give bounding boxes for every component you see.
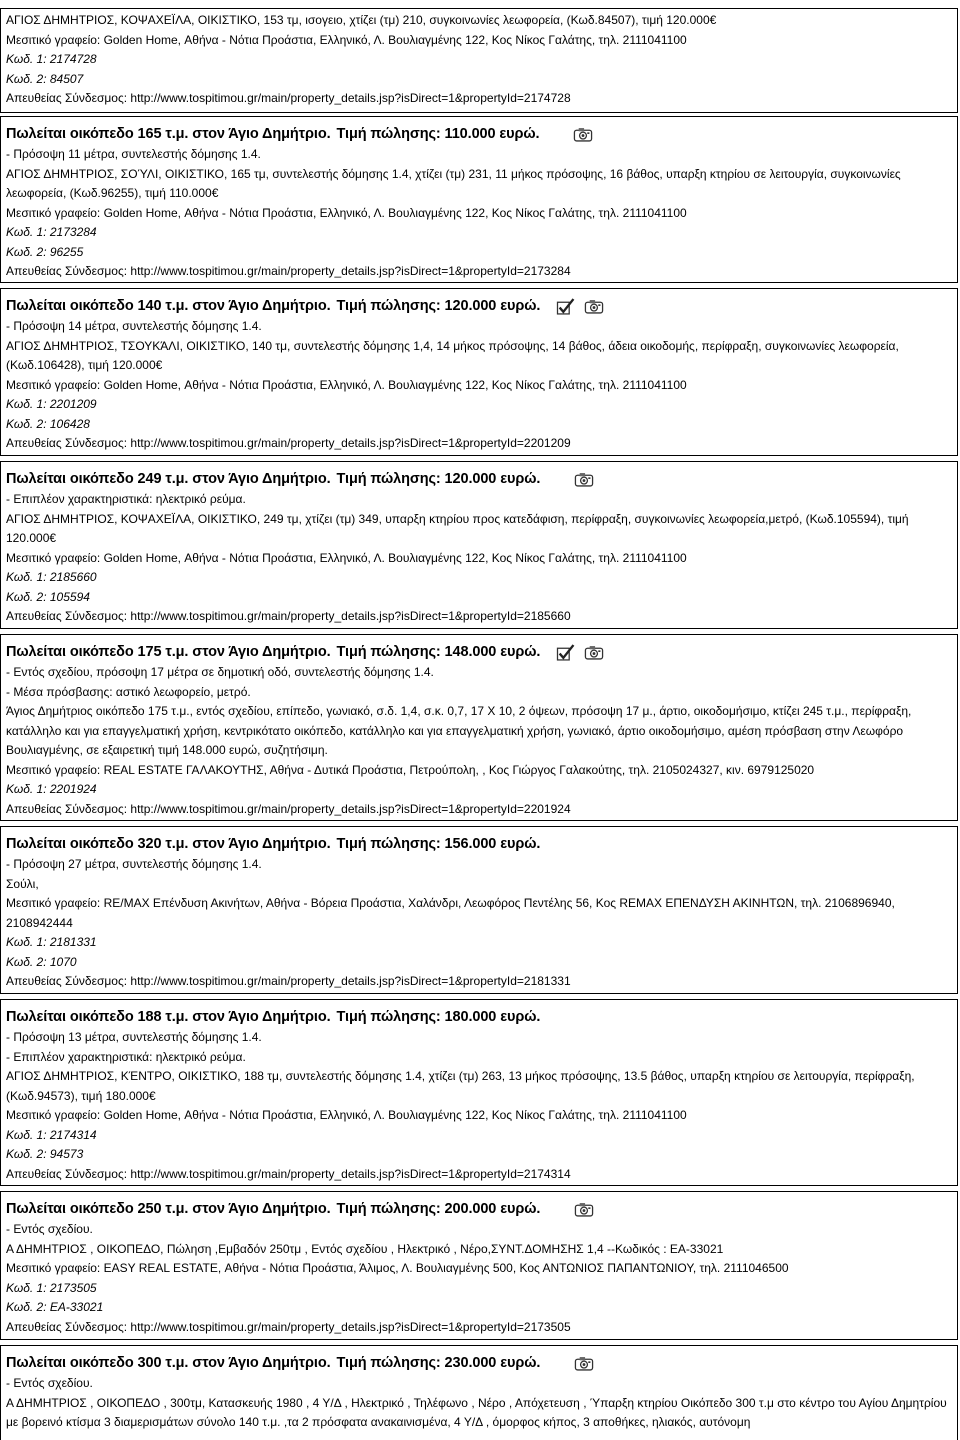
code-1: Κωδ. 1: 2174314	[6, 1127, 97, 1142]
listing-heading: Πωλείται οικόπεδο 250 τ.μ. στον Άγιο Δημήτριο.	[6, 1201, 331, 1217]
code-1: Κωδ. 1: 2181331	[6, 935, 97, 949]
code-2: Κωδ. 2: 1070	[6, 954, 77, 969]
feature-line: - Επιπλέον χαρακτηριστικά: ηλεκτρικό ρεύμα.	[6, 1049, 246, 1064]
listing-title[interactable]	[6, 125, 952, 143]
listing-heading: Πωλείται οικόπεδο 320 τ.μ. στον Άγιο Δημήτριο.	[6, 836, 331, 852]
feature-line: - Πρόσοψη 27 μέτρα, συντελεστής δόμησης 1.4.	[6, 857, 262, 871]
code-1: Κωδ. 1: 2173284	[6, 225, 97, 240]
feature-line: - Επιπλέον χαρακτηριστικά: ηλεκτρικό ρεύμα.	[6, 492, 246, 507]
listing-price: Τιμή πώλησης: 200.000 ευρώ.	[336, 1201, 541, 1217]
code-2: Κωδ. 2: EA-33021	[6, 1300, 104, 1315]
listing-description: ΑΓΙΟΣ ΔΗΜΗΤΡΙΟΣ, ΚΟΨΑΧΕΪΛΑ, ΟΙΚΙΣΤΙΚΟ, 153 τμ, ισογειο, χτίζει (τμ) 210, συγκοινωνίες λεωφορεία, (Κωδ.84507), τιμή 120.000€	[6, 13, 717, 27]
listing-card	[0, 1191, 958, 1340]
office-info: Μεσιτικό γραφείο: Golden Home, Αθήνα - Νότια Προάστια, Ελληνικό, Λ. Βουλιαγμένης 122, Κος Νίκος Γαλάτης, τηλ. 2111041100	[6, 550, 687, 565]
feature-line: - Εντός σχεδίου.	[6, 1376, 93, 1391]
listing-price: Τιμή πώλησης: 156.000 ευρώ.	[336, 836, 541, 852]
listing-card	[0, 461, 958, 629]
listing-description: Άγιος Δημήτριος οικόπεδο 175 τ.μ., εντός σχεδίου, επίπεδο, γωνιακό, σ.δ. 1,4, σ.κ. 0,7, 17 Χ 10, 2 όψεων, πρόσοψη 17 μ., άρτιο, οικοδομήσιμο, κτίζει 245 τ.μ., περίφραξη, κατάλληλο και για επαγγελματική χρήση, κεντρικότατο οικόπεδο, κατάλληλο και για επαγγελματική χρήση, γωνιακό, άρτιο οικοδομήσιμο, αμέση πρόσβαση στην Λεωφόρο Βουλιαγμένης, σε εξαιρετική τιμή 148.000 ευρώ, συζητήσιμη.	[6, 704, 912, 758]
code-1: Κωδ. 1: 2185660	[6, 570, 97, 585]
listing-description: Σούλι,	[6, 876, 39, 891]
listing-description: ΑΓΙΟΣ ΔΗΜΗΤΡΙΟΣ, ΚΈΝΤΡΟ, ΟΙΚΙΣΤΙΚΟ, 188 τμ, συντελεστής δόμησης 1.4, χτίζει (τμ) 263, 13 μήκος πρόσοψης, 13.5 βάθος, υπαρξη κτηρίου σε λειτουργία, περίφραξη, (Κωδ.94573), τιμή 180.000€	[6, 1069, 915, 1103]
listing-price: Τιμή πώλησης: 230.000 ευρώ.	[336, 1355, 541, 1371]
listing-title[interactable]	[6, 470, 952, 488]
camera-icon[interactable]	[584, 645, 604, 660]
code-1: Κωδ. 1: 2173505	[6, 1280, 97, 1295]
feature-line: - Εντός σχεδίου, πρόσοψη 17 μέτρα σε δημοτική οδό, συντελεστής δόμησης 1.4.	[6, 665, 434, 680]
listing-card	[0, 288, 958, 456]
direct-link[interactable]: Απευθείας Σύνδεσμος: http://www.tospitimou.gr/main/property_details.jsp?isDirect=1&propertyId=2201924	[6, 801, 571, 816]
direct-link[interactable]: Απευθείας Σύνδεσμος: http://www.tospitimou.gr/main/property_details.jsp?isDirect=1&propertyId=2173505	[6, 1319, 571, 1334]
code-2: Κωδ. 2: 84507	[6, 71, 84, 86]
listing-card	[0, 634, 958, 821]
listing-heading: Πωλείται οικόπεδο 188 τ.μ. στον Άγιο Δημήτριο.	[6, 1009, 331, 1025]
direct-link[interactable]: Απευθείας Σύνδεσμος: http://www.tospitimou.gr/main/property_details.jsp?isDirect=1&propertyId=2173284	[6, 264, 571, 279]
listing-heading: Πωλείται οικόπεδο 249 τ.μ. στον Άγιο Δημήτριο.	[6, 471, 331, 487]
office-info: Μεσιτικό γραφείο: Golden Home, Αθήνα - Νότια Προάστια, Ελληνικό, Λ. Βουλιαγμένης 122, Κος Νίκος Γαλάτης, τηλ. 2111041100	[6, 377, 687, 392]
listing-price: Τιμή πώλησης: 110.000 ευρώ.	[336, 126, 540, 142]
listing-title[interactable]	[6, 835, 952, 853]
office-info: Μεσιτικό γραφείο: Golden Home, Αθήνα - Νότια Προάστια, Ελληνικό, Λ. Βουλιαγμένης 122, Κος Νίκος Γαλάτης, τηλ. 2111041100	[6, 1108, 687, 1122]
listing-heading: Πωλείται οικόπεδο 165 τ.μ. στον Άγιο Δημήτριο.	[6, 126, 331, 142]
listing-title[interactable]	[6, 1008, 952, 1026]
listing-price: Τιμή πώλησης: 148.000 ευρώ.	[336, 644, 541, 660]
listing-card	[0, 999, 958, 1186]
code-1: Κωδ. 1: 2201209	[6, 397, 97, 412]
code-2: Κωδ. 2: 94573	[6, 1147, 84, 1161]
listing-icons	[552, 297, 604, 315]
direct-link[interactable]: Απευθείας Σύνδεσμος: http://www.tospitimou.gr/main/property_details.jsp?isDirect=1&propertyId=2185660	[6, 609, 571, 624]
office-info: Μεσιτικό γραφείο: EASY REAL ESTATE, Αθήνα - Νότια Προάστια, Άλιμος, Λ. Βουλιαγμένης 500, Κος ΑΝΤΩΝΙΟΣ ΠΑΠΑΝΤΩΝΙΟΥ, τηλ. 2111046500	[6, 1261, 789, 1276]
camera-icon[interactable]	[574, 472, 594, 487]
feature-line: - Πρόσοψη 14 μέτρα, συντελεστής δόμησης 1.4.	[6, 319, 262, 334]
listing-description: ΑΓΙΟΣ ΔΗΜΗΤΡΙΟΣ, ΤΣΟΥΚΆΛΙ, ΟΙΚΙΣΤΙΚΟ, 140 τμ, συντελεστής δόμησης 1,4, 14 μήκος πρόσοψης, 14 βάθος, άδεια οικοδομής, περίφραξη, συγκοινωνίες λεωφορεία, (Κωδ.106428), τιμή 120.000€	[6, 338, 899, 373]
listing-title[interactable]	[6, 643, 952, 661]
listing-card	[0, 1345, 958, 1440]
direct-link[interactable]: Απευθείας Σύνδεσμος: http://www.tospitimou.gr/main/property_details.jsp?isDirect=1&propertyId=2181331	[6, 974, 571, 988]
listing-price: Τιμή πώλησης: 120.000 ευρώ.	[336, 298, 541, 314]
listing-card	[0, 116, 958, 283]
camera-icon[interactable]	[574, 1356, 594, 1371]
listing-heading: Πωλείται οικόπεδο 175 τ.μ. στον Άγιο Δημήτριο.	[6, 644, 331, 660]
listing-description: ΑΓΙΟΣ ΔΗΜΗΤΡΙΟΣ, ΚΟΨΑΧΕΪΛΑ, ΟΙΚΙΣΤΙΚΟ, 249 τμ, χτίζει (τμ) 349, υπαρξη κτηρίου προς κατεδάφιση, περίφραξη, συγκοινωνίες λεωφορεία,μετρό, (Κωδ.105594), τιμή 120.000€	[6, 511, 909, 546]
listing-icons	[552, 643, 604, 661]
code-2: Κωδ. 2: 96255	[6, 244, 84, 259]
listing-price: Τιμή πώλησης: 120.000 ευρώ.	[336, 471, 541, 487]
code-2: Κωδ. 2: 106428	[6, 416, 90, 431]
feature-line: - Πρόσοψη 11 μέτρα, συντελεστής δόμησης 1.4.	[6, 147, 261, 162]
feature-line: - Εντός σχεδίου.	[6, 1222, 93, 1237]
camera-icon[interactable]	[584, 299, 604, 314]
office-info: Μεσιτικό γραφείο: Golden Home, Αθήνα - Νότια Προάστια, Ελληνικό, Λ. Βουλιαγμένης 122, Κος Νίκος Γαλάτης, τηλ. 2111041100	[6, 205, 687, 220]
listing-icons	[551, 125, 593, 143]
listing-icons	[552, 1354, 594, 1372]
listing-description: Α ΔΗΜΗΤΡΙΟΣ , ΟΙΚΟΠΕΔΟ, Πώληση ,Εμβαδόν 250τμ , Εντός σχεδίου , Ηλεκτρικό , Νέρο,ΣΥΝΤ.ΔΟΜΗΣΗΣ 1,4 --Κωδικός : ΕΑ-33021	[6, 1241, 724, 1256]
listing-heading: Πωλείται οικόπεδο 300 τ.μ. στον Άγιο Δημήτριο.	[6, 1355, 331, 1371]
direct-link[interactable]: Απευθείας Σύνδεσμος: http://www.tospitimou.gr/main/property_details.jsp?isDirect=1&propertyId=2174314	[6, 1166, 571, 1181]
camera-icon[interactable]	[574, 1202, 594, 1217]
listing-icons	[552, 1200, 594, 1218]
direct-link[interactable]: Απευθείας Σύνδεσμος: http://www.tospitimou.gr/main/property_details.jsp?isDirect=1&propertyId=2174728	[6, 91, 571, 105]
listing-description: ΑΓΙΟΣ ΔΗΜΗΤΡΙΟΣ, ΣΟΎΛΙ, ΟΙΚΙΣΤΙΚΟ, 165 τμ, συντελεστής δόμησης 1.4, χτίζει (τμ) 231, 11 μήκος πρόσοψης, 16 βάθος, υπαρξη κτηρίου σε λειτουργία, συγκοινωνίες λεωφορεία, (Κωδ.96255), τιμή 110.000€	[6, 166, 901, 201]
listing-title[interactable]	[6, 1200, 952, 1218]
direct-link[interactable]: Απευθείας Σύνδεσμος: http://www.tospitimou.gr/main/property_details.jsp?isDirect=1&propertyId=2201209	[6, 436, 571, 451]
office-info: Μεσιτικό γραφείο: REAL ESTATE ΓΑΛΑΚΟΥΤΗΣ, Αθήνα - Δυτικά Προάστια, Πετρούπολη, , Κος Γιώργος Γαλακούτης, τηλ. 2105024327, κιν. 6979125020	[6, 762, 815, 777]
listing-icons	[552, 470, 594, 488]
listing-description: Α ΔΗΜΗΤΡΙΟΣ , ΟΙΚΟΠΕΔΟ , 300τμ, Κατασκευής 1980 , 4 Υ/Δ , Ηλεκτρικό , Τηλέφωνο , Νέρο , Απόχετευση , Ύπαρξη κτηρίου Οικόπεδο 300 τ.μ στο κέντρο του Αγίου Δημητρίου με βορεινό κτίσμα 3 διαμερισμάτων σύνολο 140 τ.μ. ,τα 2 πρόσφατα ανακαινισμένα, 4 Υ/Δ , όμορφος κήπος, 3 αποθήκες, ηλιακός, αυτόνομη	[6, 1395, 947, 1430]
feature-line: - Μέσα πρόσβασης: αστικό λεωφορείο, μετρό.	[6, 684, 251, 699]
listing-card	[0, 8, 958, 113]
listing-title[interactable]	[6, 1354, 952, 1372]
listing-card	[0, 826, 958, 994]
code-1: Κωδ. 1: 2174728	[6, 52, 97, 66]
office-info: Μεσιτικό γραφείο: Golden Home, Αθήνα - Νότια Προάστια, Ελληνικό, Λ. Βουλιαγμένης 122, Κος Νίκος Γαλάτης, τηλ. 2111041100	[6, 32, 687, 47]
camera-icon[interactable]	[573, 127, 593, 142]
listing-title[interactable]	[6, 297, 952, 315]
checkmark-icon[interactable]	[556, 644, 576, 661]
listing-heading: Πωλείται οικόπεδο 140 τ.μ. στον Άγιο Δημήτριο.	[6, 298, 331, 314]
code-1: Κωδ. 1: 2201924	[6, 782, 97, 797]
checkmark-icon[interactable]	[556, 298, 576, 315]
office-info: Μεσιτικό γραφείο: RE/MAX Επένδυση Ακινήτων, Αθήνα - Βόρεια Προάστια, Χαλάνδρι, Λεωφόρος Πεντέλης 56, Κος REMAX ΕΠΕΝΔΥΣΗ ΑΚΙΝΗΤΩΝ, τηλ. 2106896940, 2108942444	[6, 896, 895, 930]
feature-line: - Πρόσοψη 13 μέτρα, συντελεστής δόμησης 1.4.	[6, 1030, 262, 1044]
code-2: Κωδ. 2: 105594	[6, 589, 90, 604]
listing-price: Τιμή πώλησης: 180.000 ευρώ.	[336, 1009, 541, 1025]
